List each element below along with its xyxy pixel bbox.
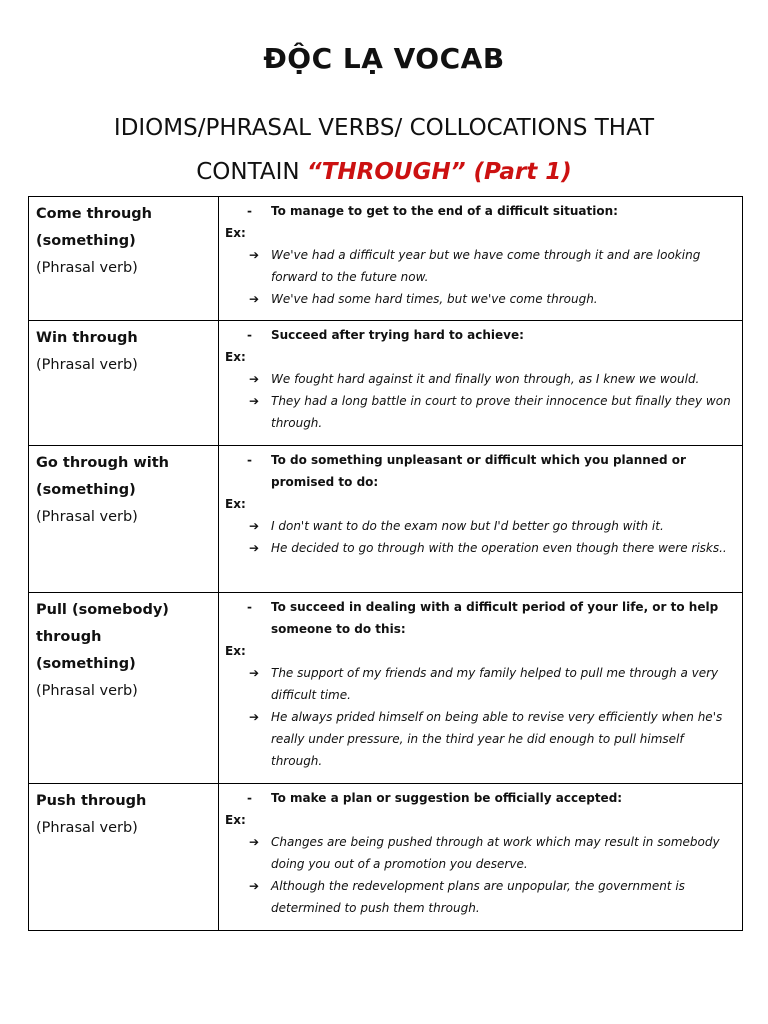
term-line: (something): [36, 482, 136, 498]
term-cell: [29, 593, 219, 784]
example: [225, 706, 736, 772]
definition-cell: [219, 197, 743, 321]
example-label: Ex:: [225, 813, 246, 827]
term-line: Push through: [36, 793, 147, 809]
example: [225, 288, 736, 310]
subtitle-prefix: CONTAIN: [196, 159, 307, 185]
dash-bullet: -: [247, 791, 252, 805]
arrow-icon: ➔: [249, 519, 260, 533]
example-label: Ex:: [225, 497, 246, 511]
term-cell: [29, 784, 219, 931]
dash-bullet: -: [247, 453, 252, 467]
arrow-icon: ➔: [249, 541, 260, 555]
arrow-icon: ➔: [249, 372, 260, 386]
example-text: The support of my friends and my family helped to pull me through a very difficult time.: [271, 666, 719, 702]
table-row: [29, 197, 743, 321]
arrow-icon: ➔: [249, 394, 260, 408]
table-row: [29, 321, 743, 446]
definition: [225, 787, 736, 809]
definition-cell: [219, 446, 743, 593]
definition-text: Succeed after trying hard to achieve:: [271, 328, 524, 342]
arrow-icon: ➔: [249, 879, 260, 893]
table-row: [29, 446, 743, 593]
term-type: (Phrasal verb): [36, 260, 138, 276]
subtitle-line-2: [0, 150, 768, 194]
example: [225, 537, 736, 559]
subtitle-accent: “THROUGH” (Part 1): [306, 159, 572, 185]
example-label: Ex:: [225, 226, 246, 240]
definition-cell: [219, 321, 743, 446]
example: [225, 662, 736, 706]
term-cell: [29, 197, 219, 321]
definition-cell: [219, 784, 743, 931]
definition-text: To succeed in dealing with a difficult period of your life, or to help someone to do this:: [271, 600, 719, 636]
arrow-icon: ➔: [249, 292, 260, 306]
definition-text: To manage to get to the end of a difficult situation:: [271, 204, 618, 218]
term-type: (Phrasal verb): [36, 357, 138, 373]
dash-bullet: -: [247, 600, 252, 614]
example-text: He always prided himself on being able to revise very efficiently when he's really under pressure, in the third year he did enough to pull himself through.: [271, 710, 723, 768]
definition: [225, 324, 736, 346]
term-cell: [29, 321, 219, 446]
term-line: through: [36, 629, 102, 645]
dash-bullet: -: [247, 204, 252, 218]
example: [225, 831, 736, 875]
page-title: ĐỘC LẠ VOCAB: [263, 42, 505, 75]
table-row: [29, 593, 743, 784]
term-line: Pull (somebody): [36, 602, 169, 618]
example-text: We've had some hard times, but we've come through.: [271, 292, 598, 306]
example-text: We fought hard against it and finally won through, as I knew we would.: [271, 372, 700, 386]
example: [225, 368, 736, 390]
definition-text: To make a plan or suggestion be officially accepted:: [271, 791, 623, 805]
example: [225, 244, 736, 288]
definition: [225, 200, 736, 222]
example-text: Changes are being pushed through at work which may result in somebody doing you out of a promotion you deserve.: [271, 835, 720, 871]
term-cell: [29, 446, 219, 593]
example-text: He decided to go through with the operation even though there were risks..: [271, 541, 727, 555]
definition-cell: [219, 593, 743, 784]
example-text: Although the redevelopment plans are unpopular, the government is determined to push them through.: [271, 879, 685, 915]
term-type: (Phrasal verb): [36, 820, 138, 836]
term-line: Go through with: [36, 455, 169, 471]
subtitle-line-1: IDIOMS/PHRASAL VERBS/ COLLOCATIONS THAT: [113, 115, 655, 141]
definition-text: To do something unpleasant or difficult which you planned or promised to do:: [271, 453, 686, 489]
definition: [225, 449, 736, 493]
vocab-table: [28, 196, 743, 931]
example: [225, 390, 736, 434]
example-label: Ex:: [225, 350, 246, 364]
term-type: (Phrasal verb): [36, 509, 138, 525]
arrow-icon: ➔: [249, 666, 260, 680]
example-text: We've had a difficult year but we have come through it and are looking forward to the future now.: [271, 248, 701, 284]
example-text: I don't want to do the exam now but I'd better go through with it.: [271, 519, 664, 533]
dash-bullet: -: [247, 328, 252, 342]
term-type: (Phrasal verb): [36, 683, 138, 699]
example-label: Ex:: [225, 644, 246, 658]
term-line: (something): [36, 233, 136, 249]
definition: [225, 596, 736, 640]
term-line: Win through: [36, 330, 138, 346]
example: [225, 875, 736, 919]
term-line: (something): [36, 656, 136, 672]
term-line: Come through: [36, 206, 152, 222]
page-subtitle: [0, 106, 768, 194]
arrow-icon: ➔: [249, 835, 260, 849]
table-row: [29, 784, 743, 931]
example: [225, 515, 736, 537]
example-text: They had a long battle in court to prove their innocence but finally they won through.: [271, 394, 731, 430]
arrow-icon: ➔: [249, 248, 260, 262]
arrow-icon: ➔: [249, 710, 260, 724]
